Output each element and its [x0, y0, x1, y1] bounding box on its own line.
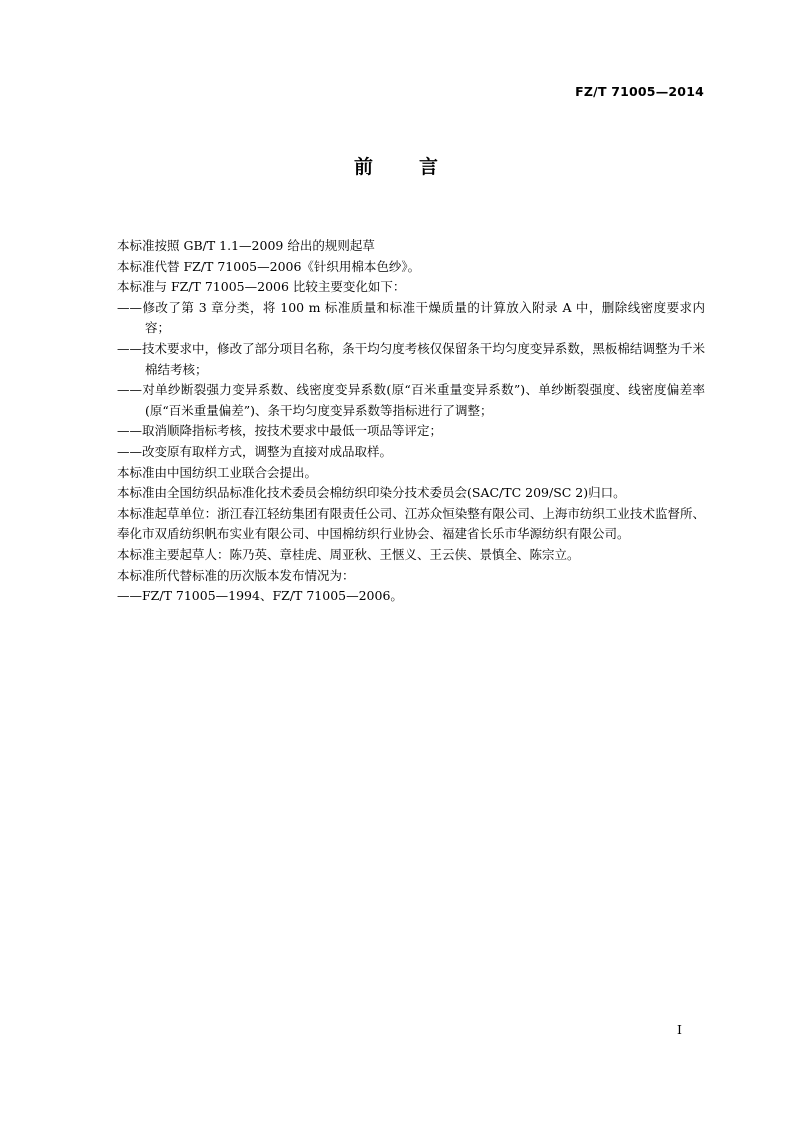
standard-code: FZ/T 71005—2014	[575, 84, 704, 99]
paragraph-history-intro: 本标准所代替标准的历次版本发布情况为：	[117, 567, 355, 583]
paragraph-replaces: 本标准代替 FZ/T 71005—2006《针织用棉本色纱》。	[117, 258, 421, 274]
paragraph-main-drafters: 本标准主要起草人：陈乃英、章桂虎、周亚秋、王惬义、王云侠、景慎全、陈宗立。	[117, 546, 580, 562]
title-char-1: 前	[353, 156, 375, 178]
change-item: ——取消顺降指标考核，按技术要求中最低一项品等评定；	[117, 423, 443, 439]
change-item: ——改变原有取样方式，调整为直接对成品取样。	[117, 443, 393, 459]
change-item: ——修改了第 3 章分类，将 100 m 标准质量和标准干燥质量的计算放入附录 A 中，删除线密度要求内容；	[117, 299, 705, 336]
change-item: ——对单纱断裂强力变异系数、线密度变异系数(原“百米重量变异系数”)、单纱断裂强度、线密度偏差率(原“百米重量偏差”)、条干均匀度变异系数等指标进行了调整；	[117, 382, 705, 418]
paragraph-proposed-by: 本标准由中国纺织工业联合会提出。	[117, 464, 318, 480]
paragraph-drafting-units: 本标准起草单位：浙江春江轻纺集团有限责任公司、江苏众恒染整有限公司、上海市纺织工业技术监督所、奉化市双盾纺织帆布实业有限公司、中国棉纺织行业协会、福建省长乐市华源纺织有限公司。	[117, 505, 705, 542]
title-char-2: 言	[419, 156, 441, 178]
paragraph-drafting-rules: 本标准按照 GB/T 1.1—2009 给出的规则起草	[117, 238, 375, 253]
foreword-body	[117, 236, 705, 607]
history-item: ——FZ/T 71005—1994、FZ/T 71005—2006。	[117, 588, 403, 604]
paragraph-under-jurisdiction: 本标准由全国纺织品标准化技术委员会棉纺织印染分技术委员会(SAC/TC 209/SC 2)归口。	[117, 485, 626, 501]
page-title	[0, 152, 794, 179]
page-number: I	[677, 1022, 682, 1037]
paragraph-changes-intro: 本标准与 FZ/T 71005—2006 比较主要变化如下：	[117, 279, 406, 295]
change-item: ——技术要求中，修改了部分项目名称，条干均匀度考核仅保留条干均匀度变异系数，黑板棉结调整为千米棉结考核；	[117, 340, 705, 377]
